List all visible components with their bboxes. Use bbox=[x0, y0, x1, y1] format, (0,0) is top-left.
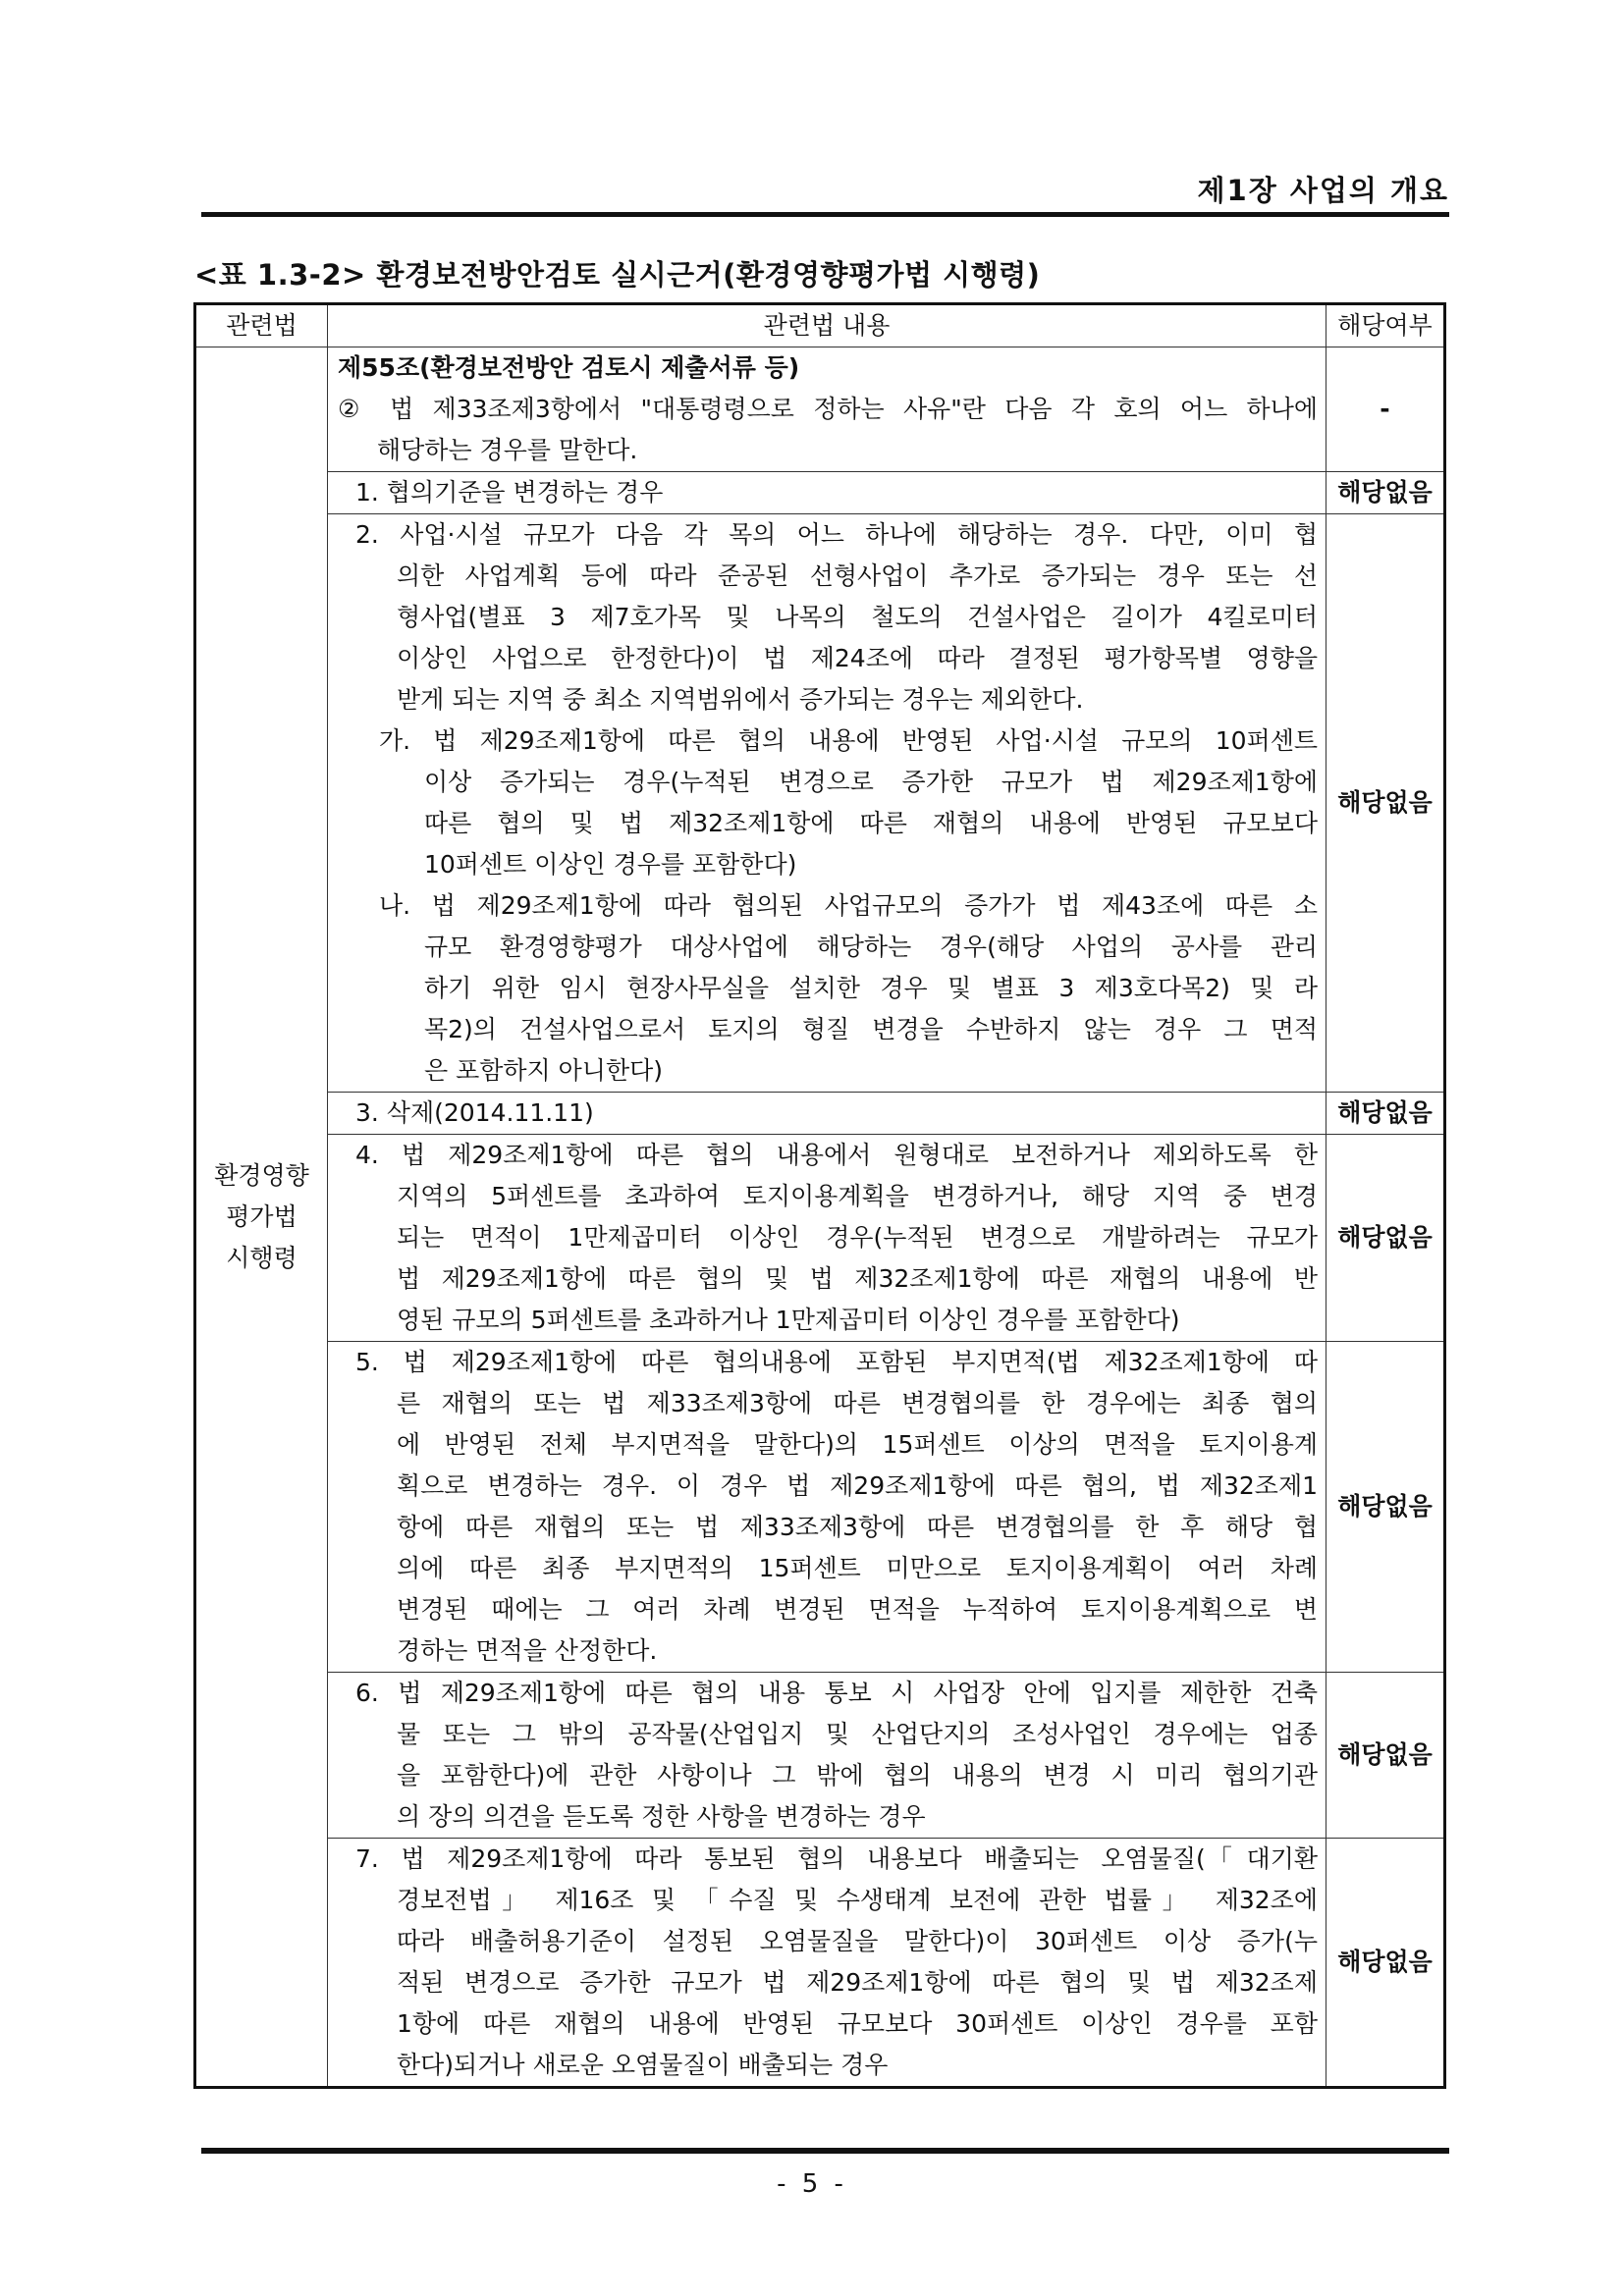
clause-line: 7. 법 제29조제1항에 따라 통보된 협의 내용보다 배출되는 오염물질(「대기환 bbox=[355, 1844, 1318, 1873]
applicability-cell: 해당없음 bbox=[1326, 514, 1445, 1093]
applicability-cell: 해당없음 bbox=[1326, 472, 1445, 514]
table-row bbox=[195, 347, 1445, 472]
clause-line: 되는 면적이 1만제곱미터 이상인 경우(누적된 변경으로 개발하려는 규모가 bbox=[397, 1223, 1318, 1252]
clause-line: 3. 삭제(2014.11.11) bbox=[355, 1098, 594, 1127]
sub-item-line: 은 포함하지 아니한다) bbox=[424, 1056, 663, 1085]
clause-line: 한다)되거나 새로운 오염물질이 배출되는 경우 bbox=[397, 2051, 889, 2079]
law-name-cell bbox=[195, 347, 328, 2088]
clause-line: 경하는 면적을 산정한다. bbox=[397, 1636, 658, 1665]
footer-rule bbox=[201, 2148, 1449, 2154]
clause-line: 1항에 따른 재협의 내용에 반영된 규모보다 30퍼센트 이상인 경우를 포함 bbox=[397, 2009, 1318, 2038]
clause-line: 물 또는 그 밖의 공작물(산업입지 및 산업단지의 조성사업인 경우에는 업종 bbox=[397, 1720, 1318, 1748]
sub-item-line: 목2)의 건설사업으로서 토지의 형질 변경을 수반하지 않는 경우 그 면적 bbox=[424, 1015, 1318, 1043]
table-header-row bbox=[195, 304, 1445, 347]
sub-item-line: 가. 법 제29조제1항에 따른 협의 내용에 반영된 사업·시설 규모의 10퍼센트 bbox=[379, 726, 1318, 755]
table-caption: <표 1.3-2> 환경보전방안검토 실시근거(환경영향평가법 시행령) bbox=[194, 258, 1041, 292]
sub-item-line: 하기 위한 임시 현장사무실을 설치한 경우 및 별표 3 제3호다목2) 및 라 bbox=[424, 974, 1318, 1002]
page-number: - 5 - bbox=[777, 2169, 847, 2199]
chapter-title: 제1장 사업의 개요 bbox=[1197, 174, 1449, 207]
clause-cell bbox=[328, 1673, 1326, 1839]
applicability-cell: 해당없음 bbox=[1326, 1839, 1445, 2088]
table-row bbox=[195, 1839, 1445, 2088]
header-rule bbox=[201, 212, 1449, 217]
law-name-line: 평가법 bbox=[226, 1201, 298, 1231]
law-name-line: 환경영향 bbox=[214, 1160, 309, 1190]
clause-line: 지역의 5퍼센트를 초과하여 토지이용계획을 변경하거나, 해당 지역 중 변경 bbox=[397, 1182, 1318, 1210]
clause-line: 해당하는 경우를 말한다. bbox=[377, 436, 638, 464]
clause-line: 6. 법 제29조제1항에 따른 협의 내용 통보 시 사업장 안에 입지를 제한한 건축 bbox=[355, 1679, 1318, 1707]
law-name-line: 시행령 bbox=[226, 1243, 298, 1272]
clause-line: 적된 변경으로 증가한 규모가 법 제29조제1항에 따른 협의 및 법 제32조제 bbox=[397, 1968, 1318, 1997]
clause-line: 2. 사업·시설 규모가 다음 각 목의 어느 하나에 해당하는 경우. 다만, 이미 협 bbox=[355, 520, 1318, 549]
applicability-cell: 해당없음 bbox=[1326, 1093, 1445, 1135]
clause-line: 받게 되는 지역 중 최소 지역범위에서 증가되는 경우는 제외한다. bbox=[397, 685, 1084, 714]
column-header-content: 관련법 내용 bbox=[328, 304, 1326, 347]
clause-line: 의에 따른 최종 부지면적의 15퍼센트 미만으로 토지이용계획이 여러 차례 bbox=[397, 1554, 1318, 1582]
table-row bbox=[195, 1135, 1445, 1342]
clause-cell bbox=[328, 1093, 1326, 1135]
applicability-cell: - bbox=[1326, 347, 1445, 472]
clause-cell bbox=[328, 347, 1326, 472]
clause-line: 4. 법 제29조제1항에 따른 협의 내용에서 원형대로 보전하거나 제외하도록 한 bbox=[355, 1141, 1318, 1169]
clause-line: 영된 규모의 5퍼센트를 초과하거나 1만제곱미터 이상인 경우를 포함한다) bbox=[397, 1306, 1180, 1334]
table-row bbox=[195, 514, 1445, 1093]
clause-cell bbox=[328, 1342, 1326, 1673]
applicability-cell: 해당없음 bbox=[1326, 1673, 1445, 1839]
clause-line: 변경된 때에는 그 여러 차례 변경된 면적을 누적하여 토지이용계획으로 변 bbox=[397, 1595, 1318, 1624]
clause-line: 의 장의 의견을 듣도록 정한 사항을 변경하는 경우 bbox=[397, 1802, 926, 1831]
table-row bbox=[195, 1093, 1445, 1135]
clause-line: 경보전법」 제16조 및 「수질 및 수생태계 보전에 관한 법률」 제32조에 bbox=[397, 1886, 1318, 1914]
table-row bbox=[195, 1673, 1445, 1839]
clause-cell bbox=[328, 1135, 1326, 1342]
sub-item-line: 따른 협의 및 법 제32조제1항에 따른 재협의 내용에 반영된 규모보다 bbox=[424, 809, 1318, 837]
clause-cell bbox=[328, 472, 1326, 514]
table-row bbox=[195, 1342, 1445, 1673]
clause-line: 1. 협의기준을 변경하는 경우 bbox=[355, 478, 664, 507]
clause-line: 에 반영된 전체 부지면적을 말한다)의 15퍼센트 이상의 면적을 토지이용계 bbox=[397, 1430, 1318, 1459]
clause-line: 을 포함한다)에 관한 사항이나 그 밖에 협의 내용의 변경 시 미리 협의기관 bbox=[397, 1761, 1318, 1789]
sub-item-line: 나. 법 제29조제1항에 따라 협의된 사업규모의 증가가 법 제43조에 따른 소 bbox=[379, 891, 1318, 920]
clause-line: 획으로 변경하는 경우. 이 경우 법 제29조제1항에 따른 협의, 법 제32조제1 bbox=[397, 1471, 1318, 1500]
column-header-law: 관련법 bbox=[195, 304, 328, 347]
clause-cell bbox=[328, 1839, 1326, 2088]
applicability-cell: 해당없음 bbox=[1326, 1135, 1445, 1342]
sub-item-line: 규모 환경영향평가 대상사업에 해당하는 경우(해당 사업의 공사를 관리 bbox=[424, 933, 1318, 961]
clause-line: 법 제29조제1항에 따른 협의 및 법 제32조제1항에 따른 재협의 내용에 반 bbox=[397, 1264, 1318, 1293]
clause-cell bbox=[328, 514, 1326, 1093]
column-header-applicability: 해당여부 bbox=[1326, 304, 1445, 347]
article-title: 제55조(환경보전방안 검토시 제출서류 등) bbox=[338, 353, 800, 382]
sub-item-line: 10퍼센트 이상인 경우를 포함한다) bbox=[424, 850, 797, 879]
clause-line: 형사업(별표 3 제7호가목 및 나목의 철도의 건설사업은 길이가 4킬로미터 bbox=[397, 603, 1318, 631]
applicability-cell: 해당없음 bbox=[1326, 1342, 1445, 1673]
table-row bbox=[195, 472, 1445, 514]
clause-line: 이상인 사업으로 한정한다)이 법 제24조에 따라 결정된 평가항목별 영향을 bbox=[397, 644, 1318, 672]
clause-line: ② 법 제33조제3항에서 "대통령령으로 정하는 사유"란 다음 각 호의 어느 하나에 bbox=[338, 395, 1318, 423]
clause-line: 항에 따른 재협의 또는 법 제33조제3항에 따른 변경협의를 한 후 해당 협 bbox=[397, 1513, 1318, 1541]
sub-item-line: 이상 증가되는 경우(누적된 변경으로 증가한 규모가 법 제29조제1항에 bbox=[424, 768, 1318, 796]
legal-basis-table bbox=[193, 302, 1446, 2089]
clause-line: 5. 법 제29조제1항에 따른 협의내용에 포함된 부지면적(법 제32조제1항에 따 bbox=[355, 1348, 1318, 1376]
clause-line: 따라 배출허용기준이 설정된 오염물질을 말한다)이 30퍼센트 이상 증가(누 bbox=[397, 1927, 1318, 1955]
clause-line: 른 재협의 또는 법 제33조제3항에 따른 변경협의를 한 경우에는 최종 협의 bbox=[397, 1389, 1318, 1417]
clause-line: 의한 사업계획 등에 따라 준공된 선형사업이 추가로 증가되는 경우 또는 선 bbox=[397, 561, 1318, 590]
